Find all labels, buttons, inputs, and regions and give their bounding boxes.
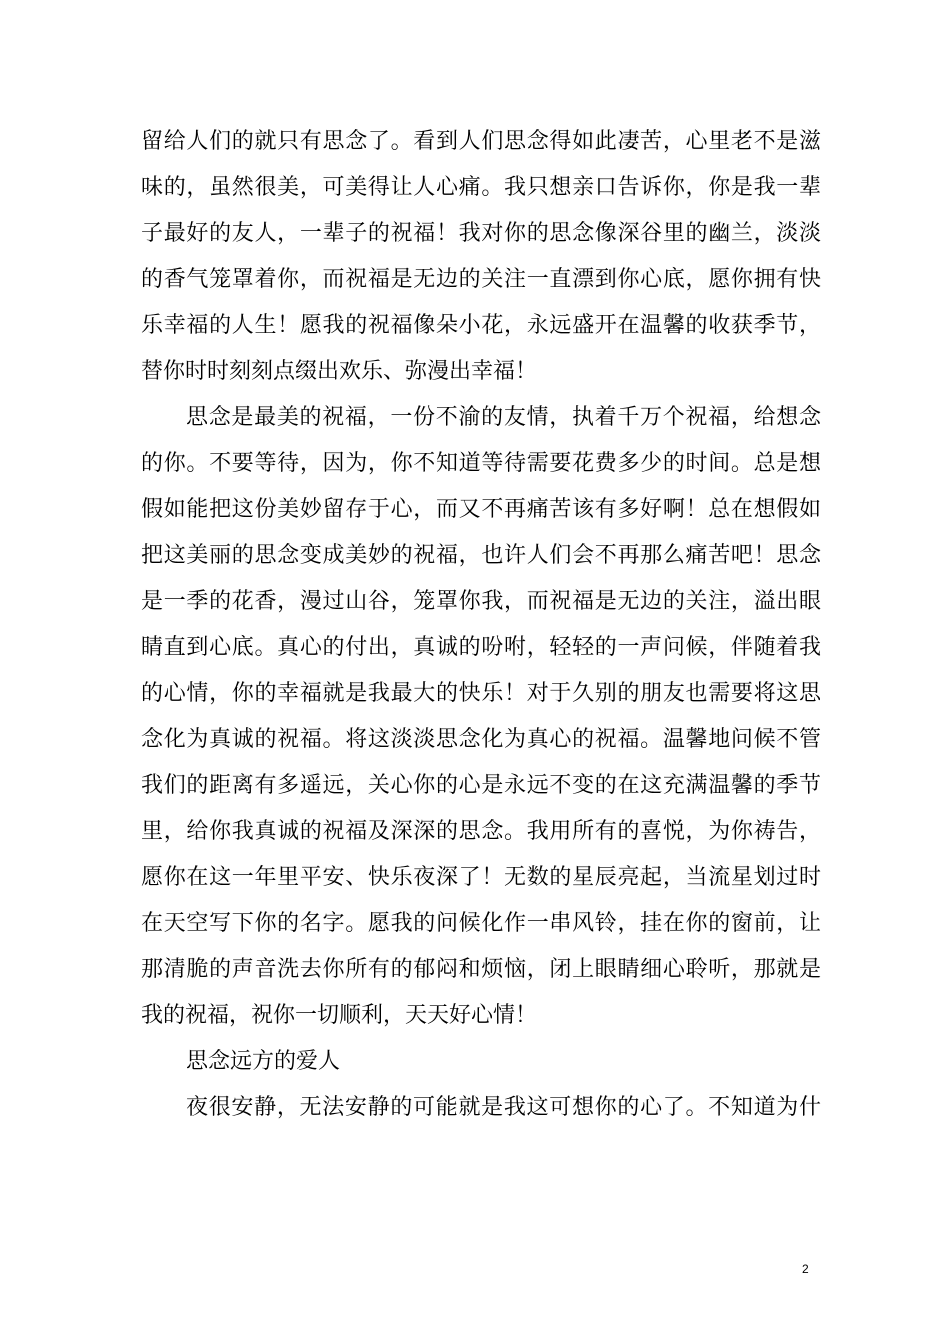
text-line: 思念是最美的祝福，一份不渝的友情，执着千万个祝福，给想念 (186, 405, 821, 430)
text-line: 味的，虽然很美，可美得让人心痛。我只想亲口告诉你，你是我一辈 (141, 175, 821, 200)
text-line: 的你。不要等待，因为，你不知道等待需要花费多少的时间。总是想 (141, 451, 821, 476)
text-line: 的香气笼罩着你，而祝福是无边的关注一直漂到你心底，愿你拥有快 (141, 267, 821, 292)
text-line: 子最好的友人，一辈子的祝福！我对你的思念像深谷里的幽兰，淡淡 (141, 221, 821, 246)
text-line: 假如能把这份美妙留存于心，而又不再痛苦该有多好啊！总在想假如 (141, 497, 821, 522)
text-line: 我们的距离有多遥远，关心你的心是永远不变的在这充满温馨的季节 (141, 773, 821, 798)
text-line: 我的祝福，祝你一切顺利，天天好心情！ (141, 1003, 538, 1028)
text-line: 的心情，你的幸福就是我最大的快乐！对于久别的朋友也需要将这思 (141, 681, 821, 706)
text-line: 替你时时刻刻点缀出欢乐、弥漫出幸福！ (141, 359, 538, 384)
text-line: 里，给你我真诚的祝福及深深的思念。我用所有的喜悦，为你祷告， (141, 819, 821, 844)
text-line: 睛直到心底。真心的付出，真诚的吩咐，轻轻的一声问候，伴随着我 (141, 635, 821, 660)
text-line: 思念远方的爱人 (186, 1049, 341, 1074)
text-line: 在天空写下你的名字。愿我的问候化作一串风铃，挂在你的窗前，让 (141, 911, 821, 936)
text-line: 乐幸福的人生！愿我的祝福像朵小花，永远盛开在温馨的收获季节， (141, 313, 821, 338)
text-line: 夜很安静，无法安静的可能就是我这可想你的心了。不知道为什 (186, 1095, 821, 1120)
body-text (141, 119, 821, 1131)
text-line: 把这美丽的思念变成美妙的祝福，也许人们会不再那么痛苦吧！思念 (141, 543, 821, 568)
text-line: 留给人们的就只有思念了。看到人们思念得如此凄苦，心里老不是滋 (141, 129, 821, 154)
text-line: 是一季的花香，漫过山谷，笼罩你我，而祝福是无边的关注，溢出眼 (141, 589, 821, 614)
text-line: 念化为真诚的祝福。将这淡淡思念化为真心的祝福。温馨地问候不管 (141, 727, 821, 752)
page-number: 2 (802, 1262, 809, 1276)
text-line: 愿你在这一年里平安、快乐夜深了！无数的星辰亮起，当流星划过时 (141, 865, 821, 890)
text-line: 那清脆的声音洗去你所有的郁闷和烦恼，闭上眼睛细心聆听，那就是 (141, 957, 821, 982)
